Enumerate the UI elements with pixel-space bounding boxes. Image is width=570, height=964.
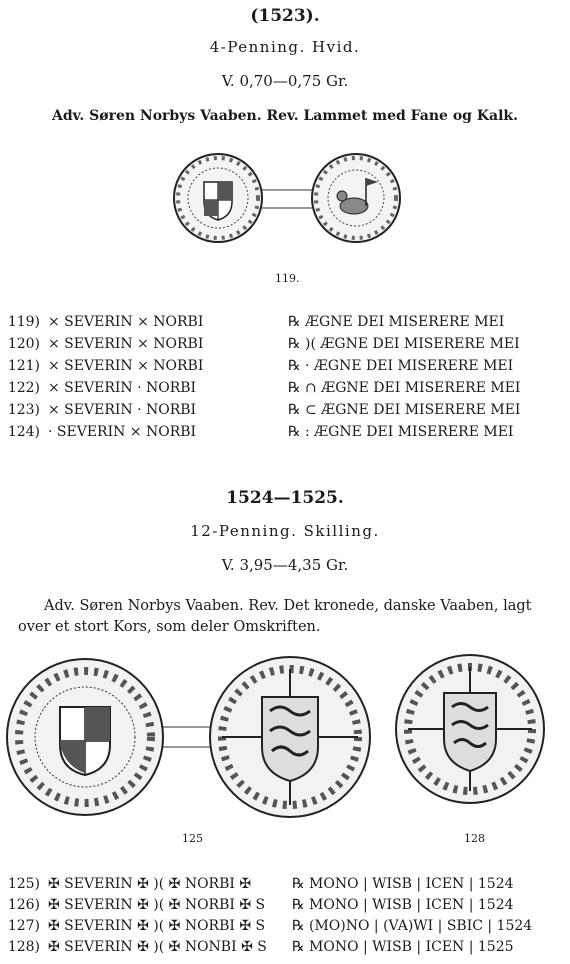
section2-denomination: 12-Penning. Skilling.: [190, 522, 380, 540]
section1-denomination: 4-Penning. Hvid.: [209, 38, 361, 56]
section2-weight: V. 3,95—4,35 Gr.: [221, 556, 349, 574]
coin-125-reverse: [210, 657, 370, 817]
coin-119-obverse: [174, 154, 262, 242]
section1-description: Adv. Søren Norbys Vaaben. Rev. Lammet med Fane og Kalk.: [52, 108, 518, 124]
coin-119-illustration: [170, 150, 410, 250]
entry-number: 128): [7, 939, 40, 955]
entry-reverse: ℞ MONO | WISB | ICEN | 1525: [292, 939, 514, 955]
section2-description: [18, 596, 563, 638]
entry-number: 121): [7, 358, 40, 374]
entry-reverse: ℞ : ÆGNE DEI MISERERE MEI: [288, 424, 514, 440]
entry-reverse: ℞ MONO | WISB | ICEN | 1524: [292, 876, 514, 892]
entry-row: [0, 939, 514, 955]
entry-number: 126): [7, 897, 40, 913]
entry-row: [0, 380, 521, 396]
coin-128-reverse: [396, 655, 544, 803]
entry-row: [0, 424, 514, 440]
coin-125-obverse: [7, 659, 163, 815]
section2-description-line1: Adv. Søren Norbys Vaaben. Rev. Det kronede, danske Vaaben, lagt: [44, 598, 532, 614]
entry-obverse: ✠ SEVERIN ✠ )( ✠ NORBI ✠ S: [48, 897, 266, 913]
entry-number: 120): [7, 336, 40, 352]
entry-row: [0, 336, 520, 352]
entry-row: [0, 918, 533, 934]
figure-caption-128: 128: [464, 832, 485, 845]
coin-119-reverse: [312, 154, 400, 242]
figure-caption-125: 125: [182, 832, 203, 845]
figure-caption-119: 119.: [275, 272, 300, 285]
entry-row: [0, 314, 505, 330]
entry-obverse: ✠ SEVERIN ✠ )( ✠ NORBI ✠ S: [48, 918, 266, 934]
entry-row: [0, 358, 514, 374]
entry-reverse: ℞ ÆGNE DEI MISERERE MEI: [288, 314, 505, 330]
entry-reverse: ℞ · ÆGNE DEI MISERERE MEI: [288, 358, 514, 374]
section1-year: (1523).: [250, 6, 320, 26]
section2-description-line2: over et stort Kors, som deler Omskriften.: [18, 619, 321, 635]
section2-year: 1524—1525.: [226, 488, 344, 508]
entry-obverse: × SEVERIN × NORBI: [48, 336, 204, 352]
entry-obverse: · SEVERIN × NORBI: [48, 424, 197, 440]
coins-125-128-illustration: [0, 645, 570, 825]
entry-row: [0, 897, 514, 913]
entry-number: 124): [7, 424, 40, 440]
entry-number: 119): [7, 314, 40, 330]
entry-obverse: × SEVERIN × NORBI: [48, 358, 204, 374]
entry-number: 122): [7, 380, 40, 396]
section1-weight: V. 0,70—0,75 Gr.: [221, 72, 349, 90]
entry-obverse: × SEVERIN × NORBI: [48, 314, 204, 330]
entry-reverse: ℞ MONO | WISB | ICEN | 1524: [292, 897, 514, 913]
entry-reverse: ℞ )( ÆGNE DEI MISERERE MEI: [288, 336, 520, 352]
entry-obverse: × SEVERIN · NORBI: [48, 380, 197, 396]
entry-number: 123): [7, 402, 40, 418]
entry-number: 127): [7, 918, 40, 934]
entry-obverse: ✠ SEVERIN ✠ )( ✠ NONBI ✠ S: [48, 939, 267, 955]
entry-number: 125): [7, 876, 40, 892]
entry-reverse: ℞ (MO)NO | (VA)WI | SBIC | 1524: [292, 918, 533, 934]
entry-row: [0, 402, 521, 418]
entry-obverse: × SEVERIN · NORBI: [48, 402, 197, 418]
entry-obverse: ✠ SEVERIN ✠ )( ✠ NORBI ✠: [48, 876, 252, 892]
entry-reverse: ℞ ∩ ÆGNE DEI MISERERE MEI: [288, 380, 521, 396]
entry-row: [0, 876, 514, 892]
entry-reverse: ℞ ⊂ ÆGNE DEI MISERERE MEI: [288, 402, 521, 418]
